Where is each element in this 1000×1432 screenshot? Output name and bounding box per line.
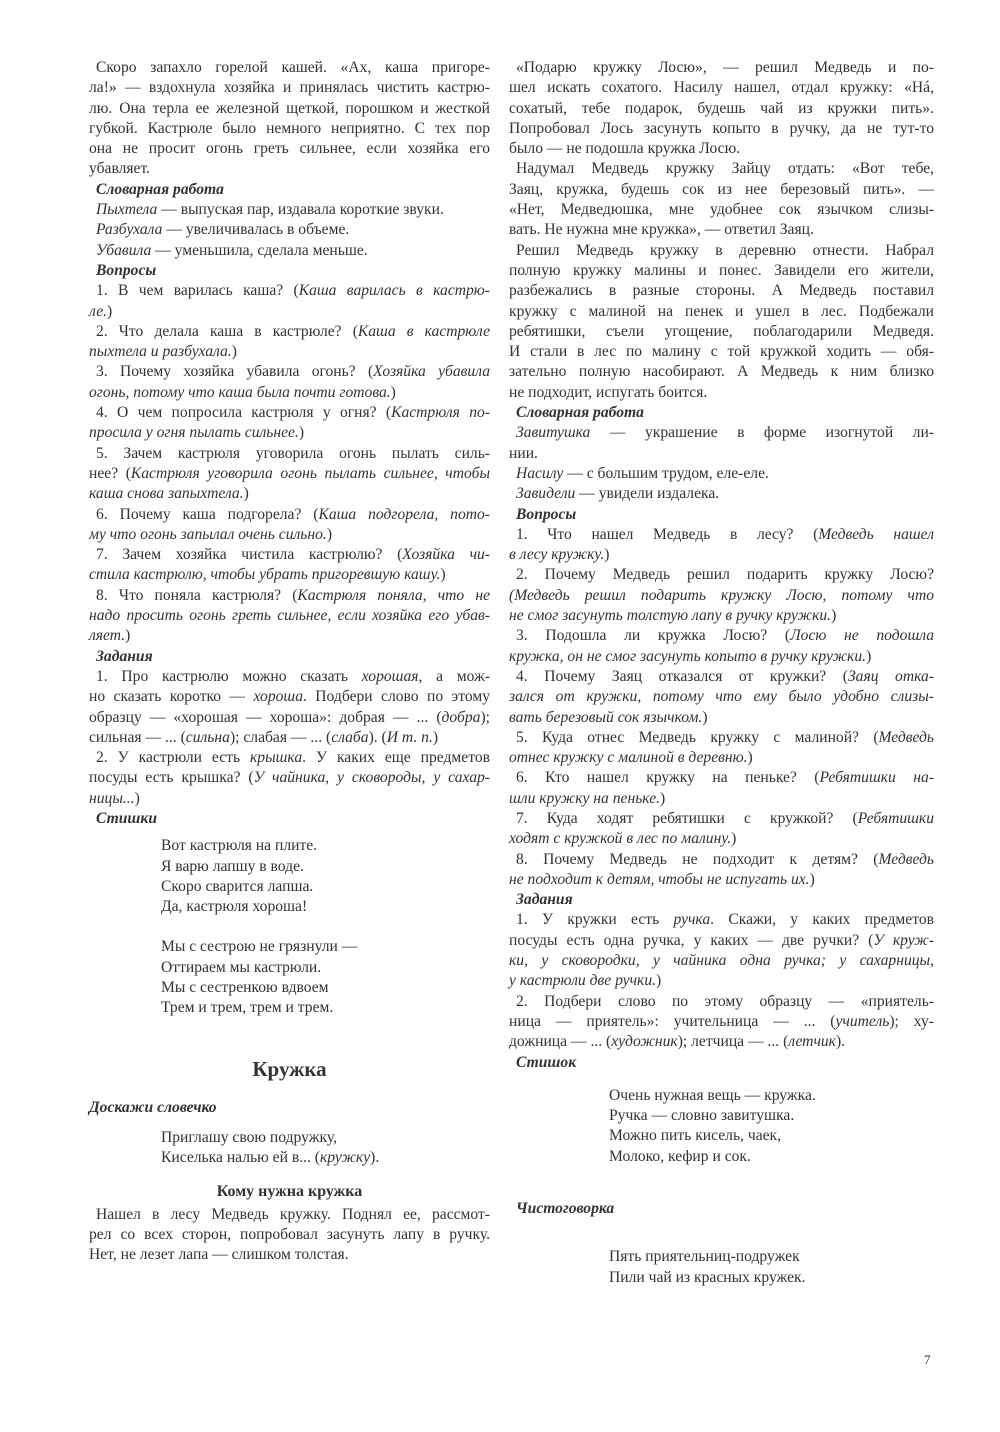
rhyme-1 (89, 836, 490, 917)
text-run: 7. Куда ходят ребятишки с кружкой? ( (516, 809, 858, 827)
text-run: 2. Что делала каша в кастрюле? ( (96, 322, 358, 340)
vocab-line (509, 444, 934, 464)
text-run: сохатый, тебе подарок, будешь чай из кружки пить». (509, 99, 934, 117)
text-run: убавляет. (89, 160, 151, 178)
italic-run: кружку (320, 1149, 371, 1167)
text-line (89, 1245, 490, 1265)
text-run: ); летчица — ... ( (677, 1033, 789, 1051)
text-run: Нет, не лезет лапа — слишком толстая. (89, 1246, 349, 1264)
text-run: ) (326, 525, 333, 543)
text-run: 8. Почему Медведь не подходит к детям? ( (516, 850, 879, 868)
italic-run: не подходит к детям, чтобы не испугать их. (509, 870, 810, 888)
question-line (89, 444, 490, 464)
question-line (89, 342, 490, 362)
text-run: 3. Подошла ли кружка Лосю? ( (516, 627, 791, 645)
italic-run: Ребятишки на- (819, 769, 934, 787)
task-line (509, 910, 934, 930)
text-run: 4. О чем попросила кастрюля у огня? ( (96, 404, 392, 422)
tongue-twister (509, 1247, 934, 1288)
text-run: — уменьшила, сделала меньше. (151, 241, 368, 259)
question-line (89, 484, 490, 504)
question-line (509, 748, 934, 768)
italic-run: учитель (835, 1012, 890, 1030)
question-line (89, 322, 490, 342)
text-line (89, 1225, 490, 1245)
text-run: ); слабая — ... ( (229, 728, 332, 746)
questions-heading: Вопросы (96, 261, 157, 279)
task-line (89, 768, 490, 788)
italic-run: сильна (185, 728, 230, 746)
question-line (89, 565, 490, 585)
italic-run: добра (441, 708, 481, 726)
question-line (509, 626, 934, 646)
poem-line: Пили чай из красных кружек. (609, 1268, 806, 1286)
italic-run: ( (509, 586, 515, 604)
italic-run: Медведь (878, 850, 934, 868)
italic-run: ле. (89, 302, 108, 320)
italic-run: ляет. (89, 627, 126, 645)
italic-run: просила у огня пылать сильнее. (89, 424, 299, 442)
task-line (509, 971, 934, 991)
question-line (509, 606, 934, 626)
italic-run: Лосю не подошла (790, 627, 935, 645)
italic-run: У круж- (873, 931, 934, 949)
text-run: 1. У кружки есть (516, 911, 674, 929)
poem-line: Молоко, кефир и сок. (609, 1147, 751, 1165)
text-run: ). (835, 1033, 846, 1051)
question-line (89, 383, 490, 403)
text-run: 6. Кто нашел кружку на пеньке? ( (516, 769, 820, 787)
task-line (89, 728, 490, 748)
text-line (509, 281, 934, 301)
text-run: Нашел в лесу Медведь кружку. Поднял ее, рассмот- (96, 1205, 490, 1223)
text-run: 2. Почему Медведь решил подарить кружку Лосю? (516, 566, 934, 584)
text-run: 4. Почему Заяц отказался от кружки? ( (516, 667, 848, 685)
task-line (89, 687, 490, 707)
italic-run: слаба (331, 728, 369, 746)
text-line (89, 78, 490, 98)
text-run: Решил Медведь кружку в деревню отнести. Набрал (516, 241, 934, 259)
text-run: — выпуская пар, издавала короткие звуки. (157, 201, 444, 219)
italic-run: Завитушка (516, 424, 591, 442)
task-line (509, 1032, 934, 1052)
vocab-heading: Словарная работа (516, 404, 644, 422)
text-run: посуды есть одна ручка, у каких — две ручки? ( (509, 931, 874, 949)
question-line (89, 403, 490, 423)
text-run: 6. Почему каша подгорела? ( (96, 505, 319, 523)
italic-run: Медведь нашел (818, 525, 935, 543)
text-run: ) (866, 647, 872, 665)
text-line (509, 99, 934, 119)
italic-run: ницы... (89, 789, 135, 807)
text-run: «Нет, Медведюшка, мне удобнее сок язычком слизы- (509, 201, 934, 219)
question-line (509, 768, 934, 788)
text-run: 3. Почему хозяйка убавила огонь? ( (96, 363, 374, 381)
question-line (509, 586, 934, 606)
poem-line: Очень нужная вещь — кружка. (609, 1086, 816, 1104)
text-run: ) (231, 343, 237, 361)
text-line (509, 220, 934, 240)
vocab-line (89, 220, 490, 240)
rhymes-heading: Стишки (96, 809, 157, 827)
question-line (89, 545, 490, 565)
italic-run: Медведь (878, 728, 934, 746)
question-line (89, 464, 490, 484)
vocab-line (509, 484, 934, 504)
tongue-twister-heading: Чистоговорка (516, 1200, 615, 1218)
text-run: 2. Подбери слово по этому образцу — «приятель- (516, 992, 934, 1010)
poem-line: Можно пить кисель, чаек, (609, 1127, 782, 1145)
text-run: 8. Что поняла кастрюля? ( (96, 586, 298, 604)
right-column (509, 58, 934, 1288)
text-line (509, 139, 934, 159)
text-run: 1. Что нашел Медведь в лесу? ( (516, 525, 819, 543)
vocab-line (89, 200, 490, 220)
italic-run: Хозяйка чи- (402, 546, 490, 564)
italic-run: Каша подгорела, пото- (318, 505, 490, 523)
italic-run: Убавила (96, 241, 152, 259)
italic-run: Насилу (516, 464, 564, 482)
task-line (509, 992, 934, 1012)
task-line (509, 951, 934, 971)
page-number: 7 (924, 1352, 931, 1367)
poem-line (161, 1148, 490, 1168)
text-run: — увидели издалека. (575, 485, 720, 503)
italic-run: Кастрюля уговорила огонь пылать сильнее, чтобы (130, 464, 491, 482)
task-line (89, 789, 490, 809)
poem-line: Мы с сестренкою вдвоем (161, 979, 329, 997)
text-run: разбежались в разные стороны. А Медведь поставил (509, 282, 934, 300)
text-run: — с большим трудом, еле-еле. (563, 464, 769, 482)
text-run: ) (604, 546, 610, 564)
italic-run: каша снова запыхтела. (89, 485, 244, 503)
question-line (509, 850, 934, 870)
poem-line: Ручка — словно завитушка. (609, 1107, 795, 1125)
text-run: рел со всех сторон, попробовал засунуть лапу в ручку. (89, 1225, 490, 1243)
story-paragraphs (509, 58, 934, 1073)
text-line (509, 78, 934, 98)
text-run: 5. Зачем кастрюля уговорила огонь пылать силь- (96, 444, 490, 462)
italic-run: И т. п. (386, 728, 433, 746)
text-run: Киселька налью ей в... ( (161, 1149, 320, 1167)
text-run: сильная — ... ( (89, 728, 186, 746)
text-line (89, 58, 490, 78)
italic-run: Кастрюля по- (391, 404, 490, 422)
question-line (89, 606, 490, 626)
task-line (89, 748, 490, 768)
question-line (89, 423, 490, 443)
text-line (509, 200, 934, 220)
text-run: ) (243, 485, 249, 503)
text-line (509, 362, 934, 382)
text-run: . Подбери слово по этому (303, 688, 490, 706)
section-title: Кружка (252, 1056, 327, 1081)
text-run: лю. Она терла ее железной щеткой, порошком и жесткой (89, 99, 490, 117)
text-run: Попробовал Лось засунуть копыто в ручку, да не тут-то (509, 119, 934, 137)
italic-run: Завидели (516, 485, 576, 503)
italic-run: хороша (253, 688, 303, 706)
text-run: было — не подошла кружка Лосю. (509, 140, 741, 158)
text-line (509, 302, 934, 322)
text-run: ) (390, 383, 396, 401)
italic-run: вать березовый сок язычком. (509, 708, 703, 726)
text-run: ) (702, 708, 708, 726)
text-run: ) (809, 870, 815, 888)
poem-line: Я варю лапшу в воде. (161, 857, 304, 875)
text-run: зательно полную насобирают. А Медведь к ним близко (509, 363, 934, 381)
italic-run: Ребятишки (857, 809, 934, 827)
poem-line: Да, кастрюля хороша! (161, 898, 308, 916)
text-run: ). ( (368, 728, 387, 746)
italic-run: шли кружку на пеньке. (509, 789, 661, 807)
text-run: 1. В чем варилась каша? ( (96, 282, 299, 300)
poem-line: Мы с сестрою не грязнули — (161, 938, 358, 956)
text-line (89, 99, 490, 119)
question-line (509, 809, 934, 829)
question-line (509, 565, 934, 585)
italic-run: ки, у сковородки, у чайника одна ручка; у сахарницы, (509, 952, 934, 970)
question-line (89, 281, 490, 301)
text-line (509, 159, 934, 179)
question-line (89, 362, 490, 382)
left-column (89, 58, 490, 1265)
finish-word-heading: Доскажи словечко (89, 1098, 217, 1116)
italic-run: художник (611, 1033, 678, 1051)
italic-run: отнес кружку с малиной в деревню. (509, 749, 748, 767)
vocab-line (509, 464, 934, 484)
story-end-paragraph (89, 58, 490, 180)
italic-run: Кастрюля поняла, что не (297, 586, 490, 604)
text-run: ); (480, 708, 490, 726)
italic-run: пыхтела и разбухала. (89, 343, 232, 361)
text-run: ) (660, 789, 666, 807)
italic-run: ходят с кружкой в лес по малину. (509, 830, 732, 848)
italic-run: крышка (250, 749, 303, 767)
text-line (89, 159, 490, 179)
text-run: ) (107, 302, 113, 320)
question-line (89, 525, 490, 545)
text-run: ) (731, 830, 737, 848)
rhyme-2 (89, 937, 490, 1018)
italic-run: кружка, он не смог засунуть копыто в ручку кружки. (509, 647, 867, 665)
text-run: ) (134, 789, 140, 807)
question-line (509, 708, 934, 728)
italic-run: у кастрюли две ручки. (509, 972, 657, 990)
text-run: — украшение в форме изогнутой ли- (590, 424, 934, 442)
question-line (509, 687, 934, 707)
question-line (509, 870, 934, 890)
poem-line: Скоро сварится лапша. (161, 877, 314, 895)
text-run: дожница — ... ( (509, 1033, 612, 1051)
text-run: И стали в лес по малину с той кружкой ходить — обя- (509, 343, 934, 361)
text-line (509, 342, 934, 362)
text-run: . У каких еще предметов (302, 749, 490, 767)
italic-run: в лесу кружку. (509, 546, 605, 564)
italic-run: надо просить огонь греть сильнее, если хозяйка его убав- (89, 607, 490, 625)
text-run: 7. Зачем хозяйка чистила кастрюлю? ( (96, 546, 403, 564)
text-run: , а мож- (418, 667, 490, 685)
text-line (509, 241, 934, 261)
task-line (509, 931, 934, 951)
story-title: Кому нужна кружка (216, 1182, 363, 1200)
task-line (89, 708, 490, 728)
text-run: образцу — «хорошая — хороша»: добрая — ... ( (89, 708, 442, 726)
text-run: посуды есть крышка? ( (89, 769, 254, 787)
text-run: она не просит огонь греть сильнее, если хозяйка его (89, 140, 490, 158)
finish-word-rhyme (89, 1128, 490, 1169)
text-run: ребятишки, съели угощение, поблагодарили Медведя. (509, 322, 934, 340)
text-run: ) (125, 627, 131, 645)
text-run: — увеличивалась в объеме. (162, 221, 350, 239)
text-run: «Подарю кружку Лосю», — решил Медведь и по- (516, 59, 934, 76)
text-line (509, 261, 934, 281)
question-line (89, 626, 490, 646)
italic-run: зался от кружки, потому что ему было удобно слизы- (509, 688, 934, 706)
text-run: 5. Куда отнес Медведь кружку с малиной? ( (516, 728, 879, 746)
text-line (509, 383, 934, 403)
text-run: Надумал Медведь кружку Зайцу отдать: «Вот тебе, (516, 160, 934, 178)
text-run: ) (440, 566, 446, 584)
text-line (89, 119, 490, 139)
italic-run: Заяц отка- (847, 667, 935, 685)
story-start-paragraph (89, 1205, 490, 1266)
vocab-line (509, 423, 934, 443)
italic-run: Хозяйка убавила (373, 363, 490, 381)
poem-line: Оттираем мы кастрюли. (161, 958, 322, 976)
poem-line (161, 1128, 490, 1148)
text-run: ); ху- (889, 1012, 934, 1030)
question-line (89, 505, 490, 525)
question-line (509, 525, 934, 545)
text-run: 2. У кастрюли есть (96, 749, 250, 767)
question-line (509, 545, 934, 565)
text-run: ) (747, 749, 753, 767)
text-run: но сказать коротко — (89, 688, 254, 706)
italic-run: стила кастрюлю, чтобы убрать пригоревшую кашу. (89, 566, 441, 584)
text-run: ла!» — вздохнула хозяйка и принялась чистить кастрю- (89, 79, 490, 97)
text-run: ) (656, 972, 662, 990)
text-run: кружку с малиной на пенек и ушел в лес. Подбежали (509, 302, 934, 320)
text-line (89, 139, 490, 159)
text-run: шел искать сохатого. Насилу нашел, отдал кружку: «Нá, (509, 79, 934, 97)
text-run: нее? ( (89, 464, 131, 482)
question-line (509, 647, 934, 667)
question-line (509, 789, 934, 809)
question-line (89, 586, 490, 606)
poem-line: Вот кастрюля на плите. (161, 837, 318, 855)
text-line (509, 322, 934, 342)
text-run: 1. Про кастрюлю можно сказать (96, 667, 362, 685)
poem-line: Трем и трем, трем и трем. (161, 999, 334, 1017)
text-line (509, 119, 934, 139)
italic-run: Каша в кастрюле (357, 322, 491, 340)
italic-run: ручка (673, 911, 711, 929)
vocab-line (89, 241, 490, 261)
mug-poem (509, 1086, 934, 1167)
text-run: Приглашу свою подружку, (161, 1128, 338, 1146)
text-line (509, 58, 934, 78)
text-run: вать. Не нужна мне кружка», — ответил Заяц. (509, 221, 814, 239)
italic-run: У чайника, у сковороды, у сахар- (253, 769, 491, 787)
text-run: ) (298, 424, 305, 442)
italic-run: не смог засунуть толстую лапу в ручку кружки. (509, 607, 832, 625)
italic-run: Каша варилась в кастрю- (298, 282, 490, 300)
text-run: ) (831, 607, 837, 625)
tasks-heading: Задания (516, 891, 573, 909)
question-line (509, 667, 934, 687)
text-run: не подходит, испугать боится. (509, 383, 708, 401)
text-run: Заяц, кружка, будешь сок из нее березовый пить». — (509, 180, 934, 198)
italic-run: Медведь решил подарить кружку Лосю, потому что (514, 586, 934, 604)
italic-run: му что огонь запылал очень сильно. (89, 525, 327, 543)
tasks-heading: Задания (96, 647, 153, 665)
italic-run: огонь, потому что каша была почти готова. (89, 383, 391, 401)
text-run: губкой. Кастрюле было немного неприятно. С тех пор (89, 119, 490, 137)
text-line (89, 1205, 490, 1225)
text-run: полную кружку малины и понес. Завидели его жители, (509, 261, 934, 279)
questions-heading: Вопросы (516, 505, 577, 523)
italic-run: Пыхтела (96, 201, 158, 219)
poem-heading: Стишок (516, 1053, 577, 1071)
text-run: Скоро запахло горелой кашей. «Ах, каша пригоре- (96, 59, 490, 76)
text-run: ) (432, 728, 439, 746)
vocab-heading: Словарная работа (96, 180, 224, 198)
question-line (509, 829, 934, 849)
task-line (89, 667, 490, 687)
italic-run: хорошая (361, 667, 419, 685)
text-run: . Скажи, у каких предметов (710, 911, 934, 929)
italic-run: Разбухала (96, 221, 163, 239)
text-run: ). (370, 1149, 380, 1167)
text-run: ница — приятель»: учительница — ... ( (509, 1012, 836, 1030)
question-line (89, 302, 490, 322)
poem-line: Пять приятельниц-подружек (609, 1248, 800, 1266)
question-line (509, 728, 934, 748)
task-line (509, 1012, 934, 1032)
italic-run: летчик (788, 1033, 836, 1051)
text-run: нии. (509, 444, 538, 462)
text-line (509, 180, 934, 200)
